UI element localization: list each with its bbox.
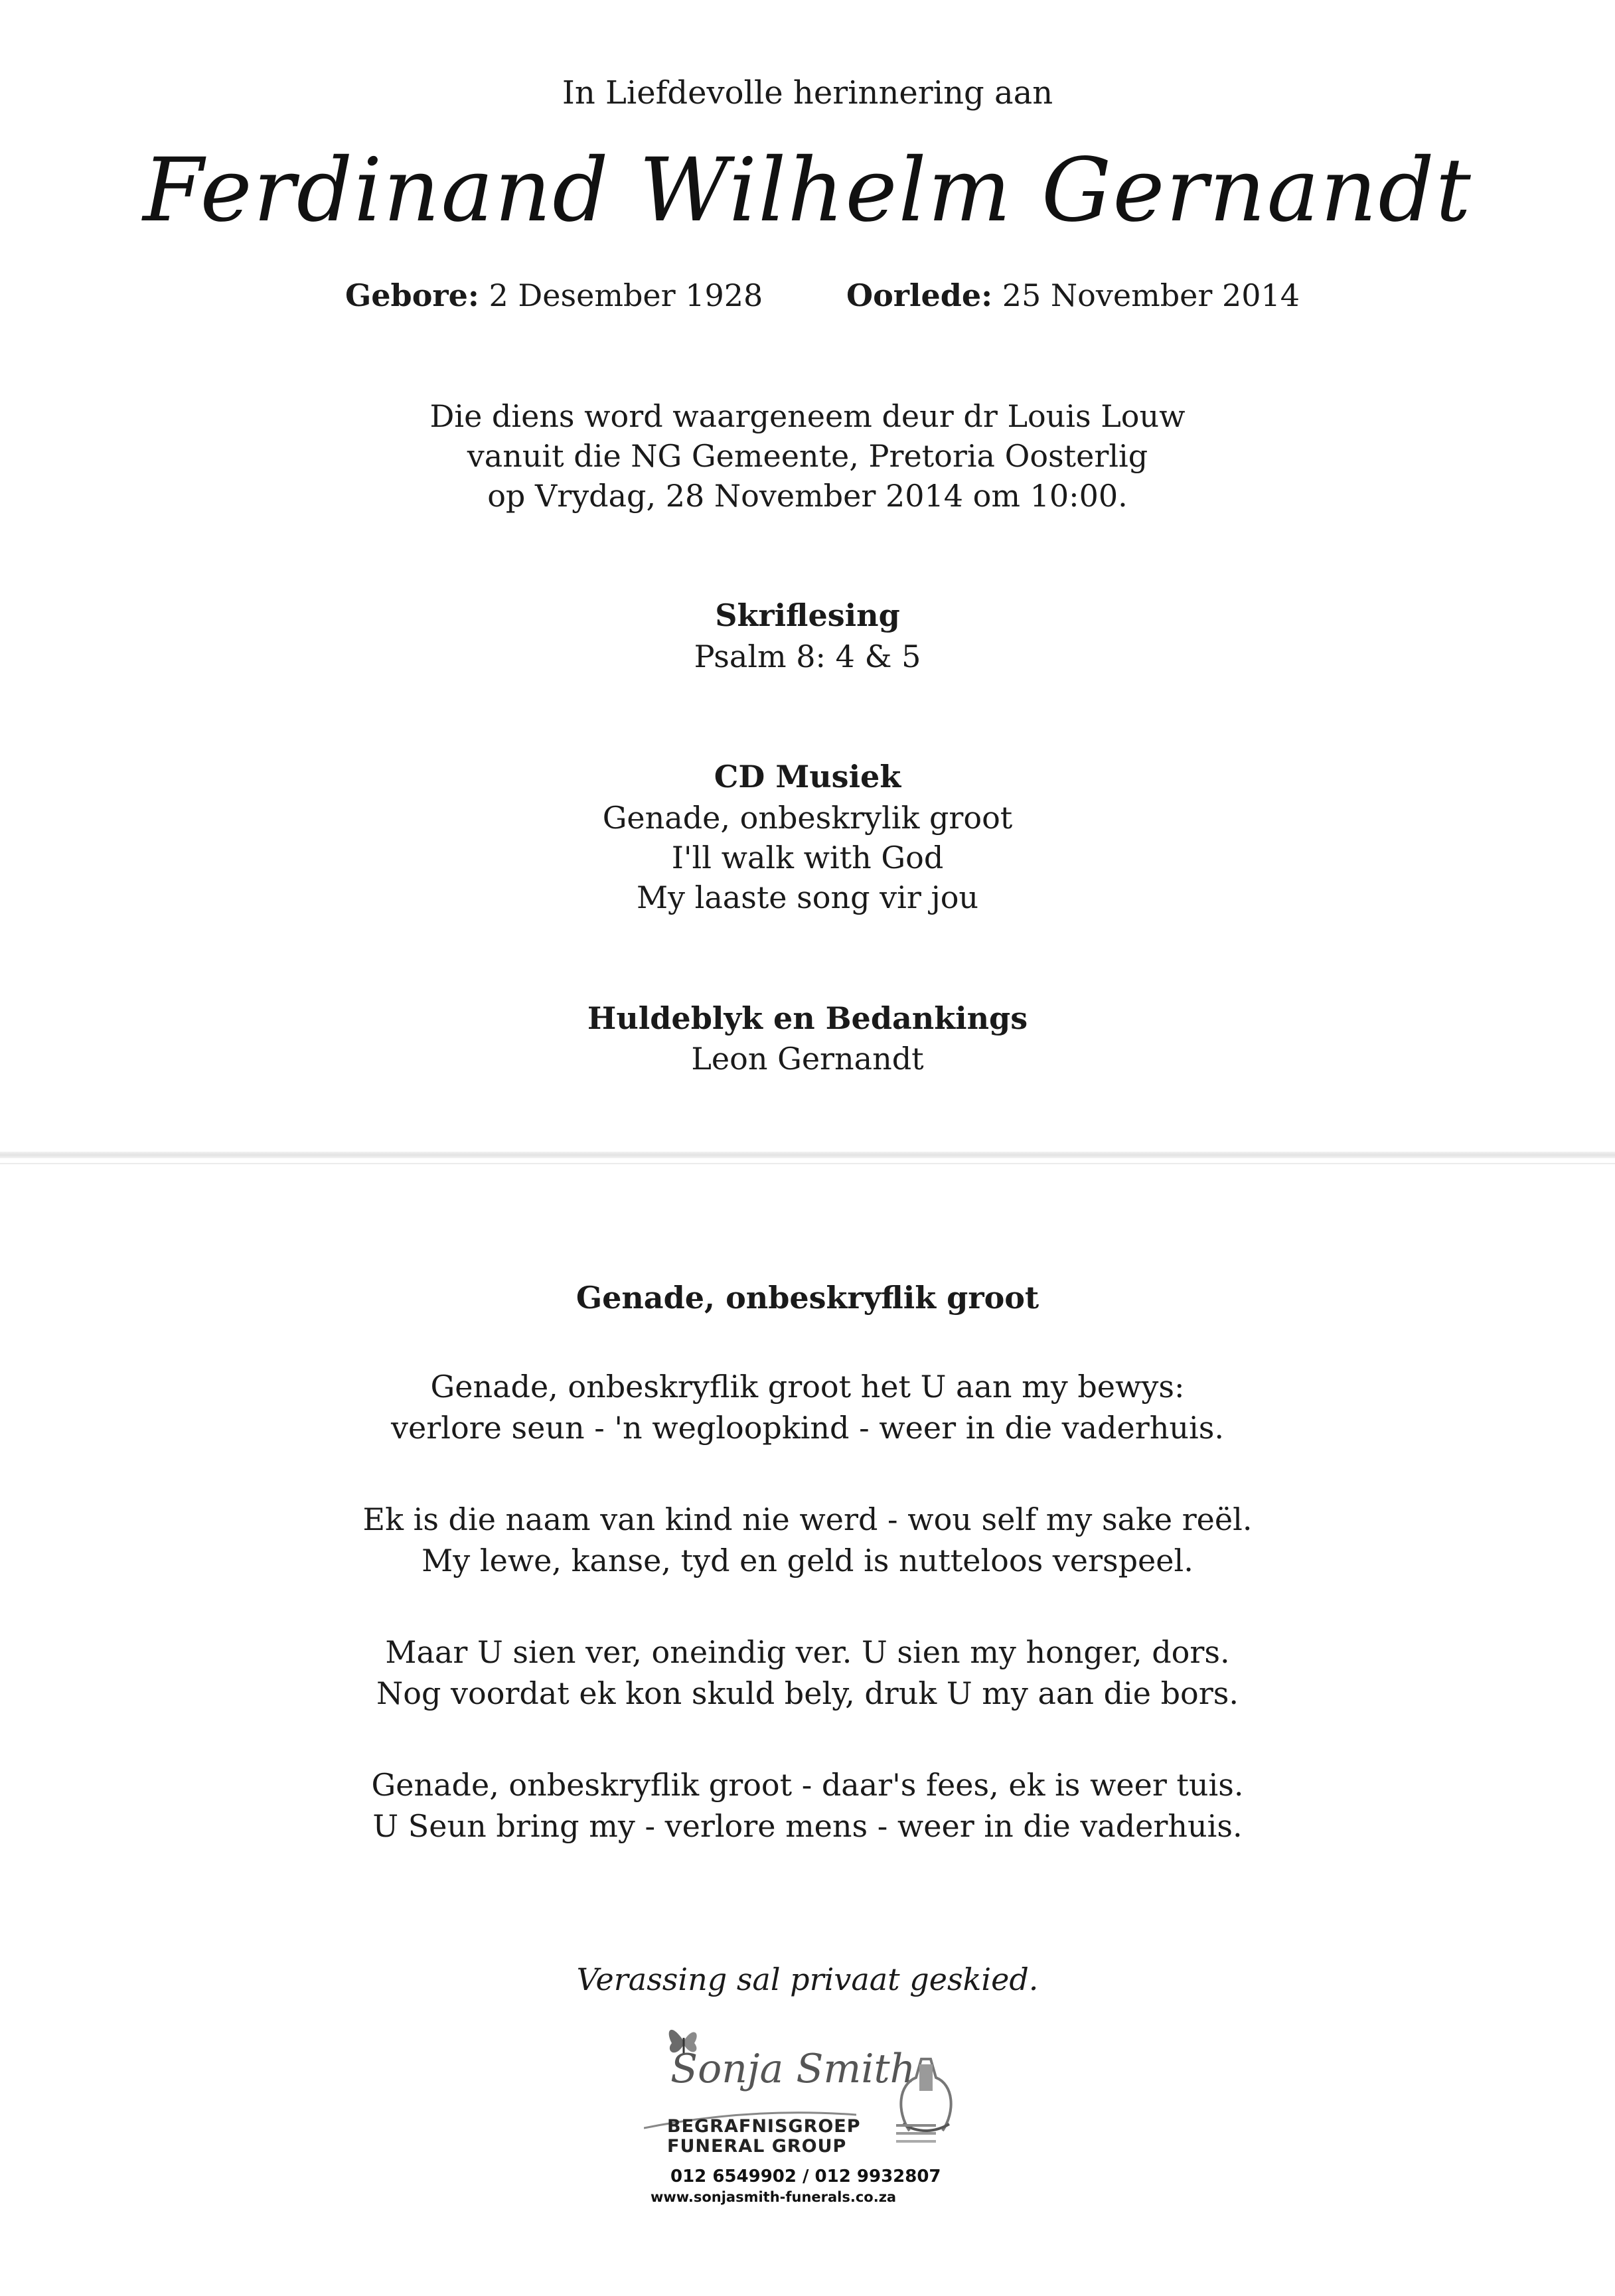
- hymn-line: Ek is die naam van kind nie werd - wou self my sake reël.: [362, 1501, 1253, 1537]
- hymn-line: verlore seun - 'n wegloopkind - weer in die vaderhuis.: [391, 1410, 1224, 1446]
- logo-website: www.sonjasmith-funerals.co.za: [651, 2189, 897, 2205]
- program-heading: Skriflesing: [715, 597, 900, 633]
- hymn-line: Genade, onbeskryflik groot - daar's fees, ek is weer tuis.: [371, 1767, 1244, 1803]
- death-date-line: [846, 277, 1300, 313]
- born-date: 2 Desember 1928: [489, 277, 763, 313]
- logo-fineprint-mark: [876, 2117, 943, 2164]
- born-label: Gebore:: [345, 277, 479, 313]
- deceased-name: Ferdinand Wilhelm Gernandt: [143, 139, 1472, 242]
- logo-line-1: BEGRAFNISGROEP: [667, 2116, 861, 2137]
- birth-date-line: [345, 277, 763, 313]
- hymn-line: Genade, onbeskryflik groot het U aan my bewys:: [430, 1369, 1185, 1405]
- service-line: vanuit die NG Gemeente, Pretoria Oosterlig: [467, 438, 1148, 474]
- fold-divider: [0, 1163, 1615, 1164]
- fold-crease: [0, 1152, 1615, 1158]
- hymn-title: Genade, onbeskryflik groot: [576, 1280, 1039, 1316]
- logo-line-2: FUNERAL GROUP: [667, 2136, 847, 2157]
- funeral-group-logo: [624, 2018, 996, 2210]
- died-date: 25 November 2014: [1002, 277, 1300, 313]
- died-label: Oorlede:: [846, 277, 993, 313]
- service-line: op Vrydag, 28 November 2014 om 10:00.: [487, 478, 1128, 514]
- program-heading: Huldeblyk en Bedankings: [587, 1000, 1028, 1036]
- hymn-line: Nog voordat ek kon skuld bely, druk U my aan die bors.: [376, 1675, 1239, 1711]
- closing-note: Verassing sal privaat geskied.: [576, 1961, 1039, 1997]
- logo-phone-numbers: 012 6549902 / 012 9932807: [670, 2167, 941, 2186]
- hymn-line: U Seun bring my - verlore mens - weer in die vaderhuis.: [372, 1808, 1243, 1844]
- logo-script-name: Sonja Smith: [670, 2046, 916, 2092]
- intro-text: In Liefdevolle herinnering aan: [562, 74, 1053, 112]
- hymn-line: My lewe, kanse, tyd en geld is nutteloos verspeel.: [422, 1543, 1193, 1578]
- hymn-line: Maar U sien ver, oneindig ver. U sien my honger, dors.: [385, 1634, 1230, 1670]
- program-heading: CD Musiek: [714, 759, 901, 795]
- service-line: Die diens word waargeneem deur dr Louis Louw: [429, 398, 1186, 434]
- program-item: My laaste song vir jou: [636, 880, 979, 915]
- program-item: Genade, onbeskrylik groot: [602, 800, 1013, 836]
- program-item: Leon Gernandt: [691, 1041, 924, 1077]
- program-item: Psalm 8: 4 & 5: [694, 639, 921, 674]
- program-item: I'll walk with God: [671, 840, 944, 876]
